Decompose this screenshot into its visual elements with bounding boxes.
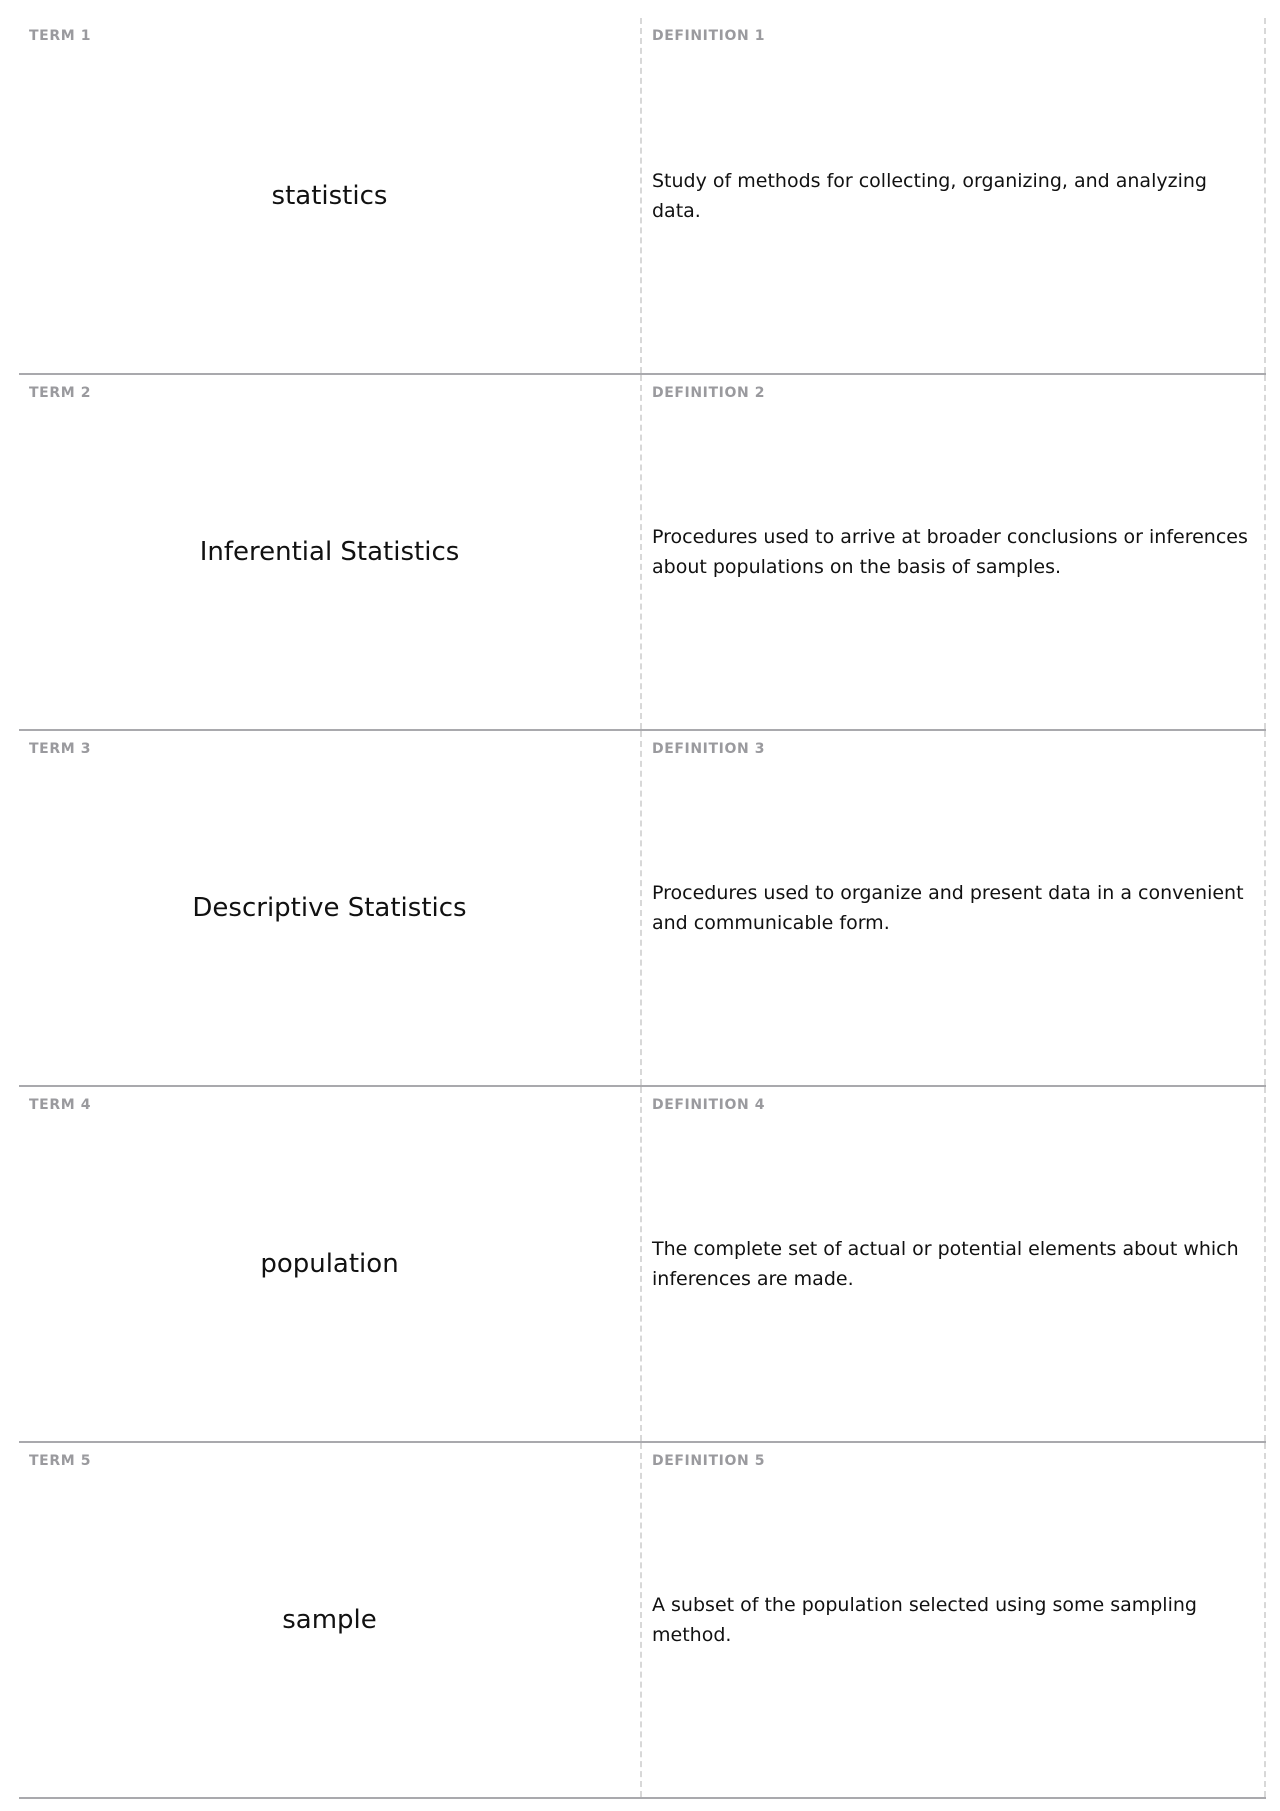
term-cell: [19, 731, 642, 1085]
term-cell: [19, 18, 642, 373]
definition-text: A subset of the population selected using some sampling method.: [652, 1594, 1197, 1646]
definition-label: DEFINITION 1: [652, 28, 766, 44]
definition-text: Procedures used to arrive at broader conclusions or inferences about populations on the basis of samples.: [652, 526, 1248, 578]
term-label: TERM 4: [29, 1097, 92, 1113]
term-cell: [19, 1087, 642, 1441]
definition-label: DEFINITION 4: [652, 1097, 766, 1113]
flashcard-row: [19, 1087, 1266, 1443]
flashcard-row: [19, 18, 1266, 375]
term-text: population: [260, 1249, 399, 1279]
term-cell: [19, 1443, 642, 1797]
definition-cell: [642, 18, 1266, 373]
definition-label: DEFINITION 5: [652, 1453, 766, 1469]
flashcard-row: [19, 375, 1266, 731]
definition-label: DEFINITION 2: [652, 385, 766, 401]
term-text: Descriptive Statistics: [192, 893, 467, 923]
flashcard-sheet: [19, 18, 1266, 1799]
term-cell: [19, 375, 642, 729]
term-label: TERM 3: [29, 741, 92, 757]
definition-cell: [642, 731, 1266, 1085]
term-text: statistics: [271, 180, 388, 211]
term-text: Inferential Statistics: [199, 537, 460, 567]
term-label: TERM 5: [29, 1453, 92, 1469]
flashcard-row: [19, 731, 1266, 1087]
definition-label: DEFINITION 3: [652, 741, 766, 757]
flashcard-row: [19, 1443, 1266, 1799]
definition-cell: [642, 1087, 1266, 1441]
definition-cell: [642, 1443, 1266, 1797]
term-label: TERM 1: [29, 28, 92, 44]
term-label: TERM 2: [29, 385, 92, 401]
term-text: sample: [282, 1605, 377, 1635]
definition-text: The complete set of actual or potential elements about which inferences are made.: [652, 1238, 1239, 1290]
definition-text: Study of methods for collecting, organizing, and analyzing data.: [652, 169, 1207, 222]
definition-text: Procedures used to organize and present data in a convenient and communicable form.: [652, 882, 1244, 934]
definition-cell: [642, 375, 1266, 729]
